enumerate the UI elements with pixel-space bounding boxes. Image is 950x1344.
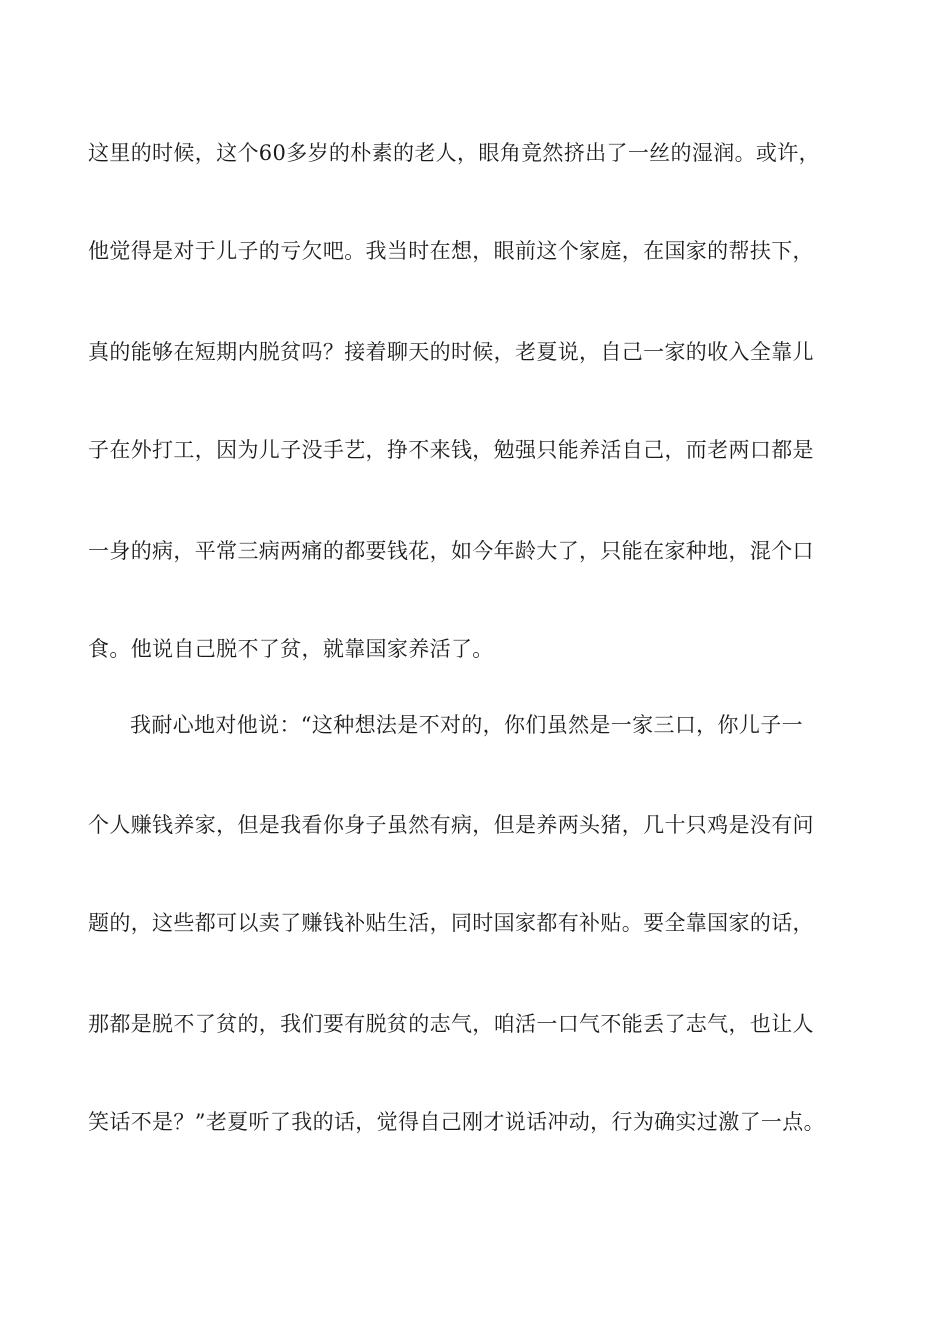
- text-line-9: 题的，这些都可以卖了赚钱补贴生活，同时国家都有补贴。要全靠国家的话，: [88, 911, 814, 935]
- text-line-8: 个人赚钱养家，但是我看你身子虽然有病，但是养两头猪，几十只鸡是没有问: [88, 813, 814, 837]
- text-line-1: 这里的时候，这个60多岁的朴素的老人，眼角竟然挤出了一丝的湿润。或许，: [88, 141, 820, 165]
- text-line-11: 笑话不是？”老夏听了我的话，觉得自己刚才说话冲动，行为确实过激了一点。: [88, 1110, 825, 1134]
- text-line-10: 那都是脱不了贫的，我们要有脱贫的志气，咱活一口气不能丢了志气，也让人: [88, 1012, 814, 1036]
- text-line-6: 食。他说自己脱不了贫，就靠国家养活了。: [88, 637, 494, 661]
- text-line-5: 一身的病，平常三病两痛的都要钱花，如今年龄大了，只能在家种地，混个口: [88, 539, 814, 563]
- text-line-2: 他觉得是对于儿子的亏欠吧。我当时在想，眼前这个家庭，在国家的帮扶下，: [88, 239, 814, 263]
- text-line-3: 真的能够在短期内脱贫吗？接着聊天的时候，老夏说，自己一家的收入全靠儿: [88, 340, 814, 364]
- paragraph-start-line: 我耐心地对他说：“这种想法是不对的，你们虽然是一家三口，你儿子一: [130, 713, 803, 737]
- text-line-4: 子在外打工，因为儿子没手艺，挣不来钱，勉强只能养活自己，而老两口都是: [88, 438, 814, 462]
